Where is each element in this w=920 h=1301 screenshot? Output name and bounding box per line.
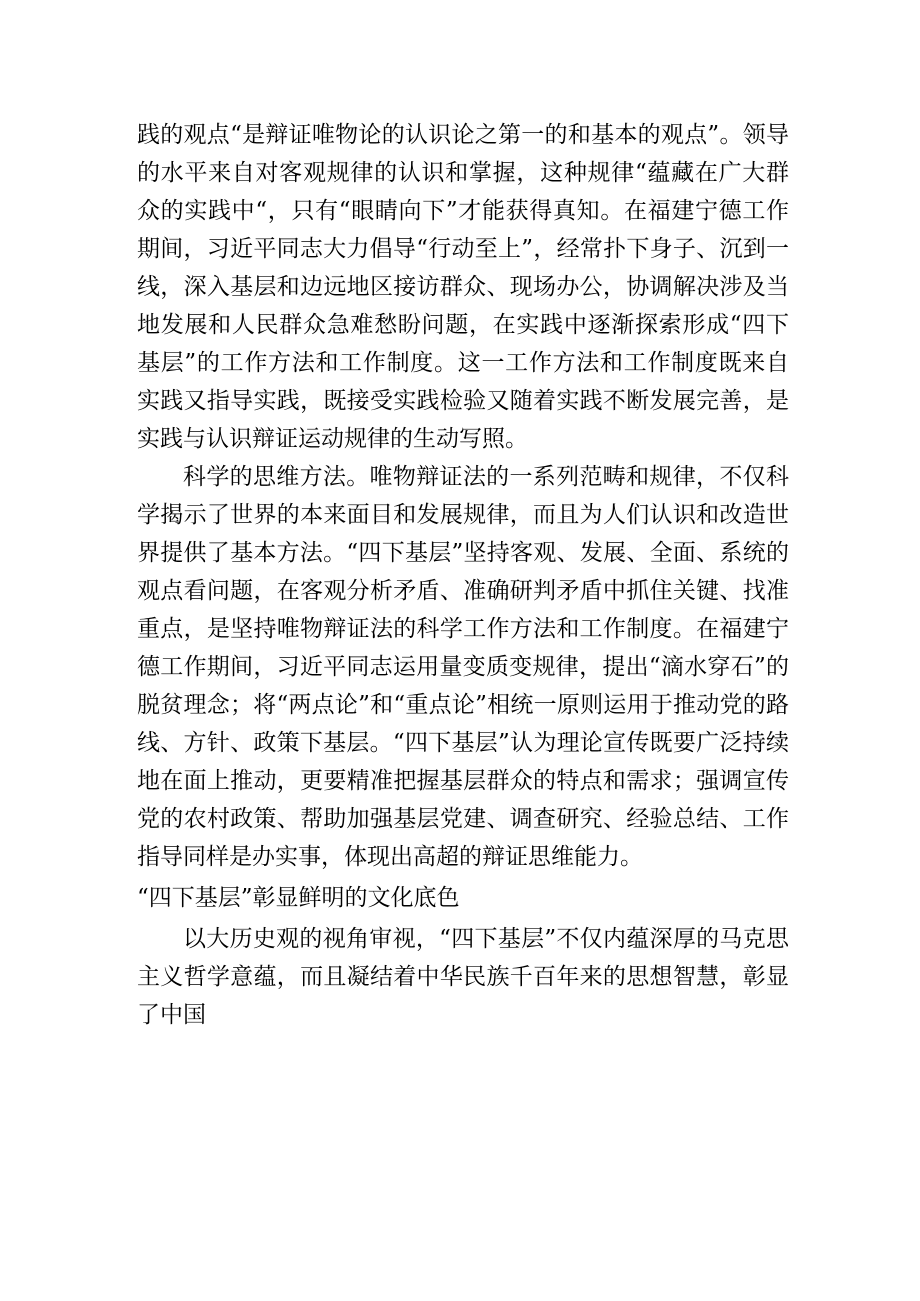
- paragraph-historical-view: 以大历史观的视角审视，“四下基层”不仅内蕴深厚的马克思主义哲学意蕴，而且凝结着中华民族千百年来的思想智慧，彰显了中国: [137, 926, 789, 1028]
- section-subheading: “四下基层”彰显鲜明的文化底色: [137, 885, 460, 911]
- paragraph-scientific-thinking: 科学的思维方法。唯物辩证法的一系列范畴和规律，不仅科学揭示了世界的本来面目和发展规律，而且为人们认识和改造世界提供了基本方法。“四下基层”坚持客观、发展、全面、系统的观点看问题，在客观分析矛盾、准确研判矛盾中抓住关键、找准重点，是坚持唯物辩证法的科学工作方法和工作制度。在福建宁德工作期间，习近平同志运用量变质变规律，提出“滴水穿石”的脱贫理念；将“两点论”和“重点论”相统一原则运用于推动党的路线、方针、政策下基层。“四下基层”认为理论宣传既要广泛持续地在面上推动，更要精准把握基层群众的特点和需求；强调宣传党的农村政策、帮助加强基层党建、调查研究、经验总结、工作指导同样是办实事，体现出高超的辩证思维能力。: [137, 464, 789, 870]
- paragraph-practice-continued: 践的观点“是辩证唯物论的认识论之第一的和基本的观点”。领导的水平来自对客观规律的认识和掌握，这种规律“蕴藏在广大群众的实践中“，只有“眼睛向下”才能获得真知。在福建宁德工作期间，习近平同志大力倡导“行动至上”，经常扑下身子、沉到一线，深入基层和边远地区接访群众、现场办公，协调解决涉及当地发展和人民群众急难愁盼问题，在实践中逐渐探索形成“四下基层”的工作方法和工作制度。这一工作方法和工作制度既来自实践又指导实践，既接受实践检验又随着实践不断发展完善，是实践与认识辩证运动规律的生动写照。: [137, 122, 789, 452]
- document-body: [137, 116, 789, 1034]
